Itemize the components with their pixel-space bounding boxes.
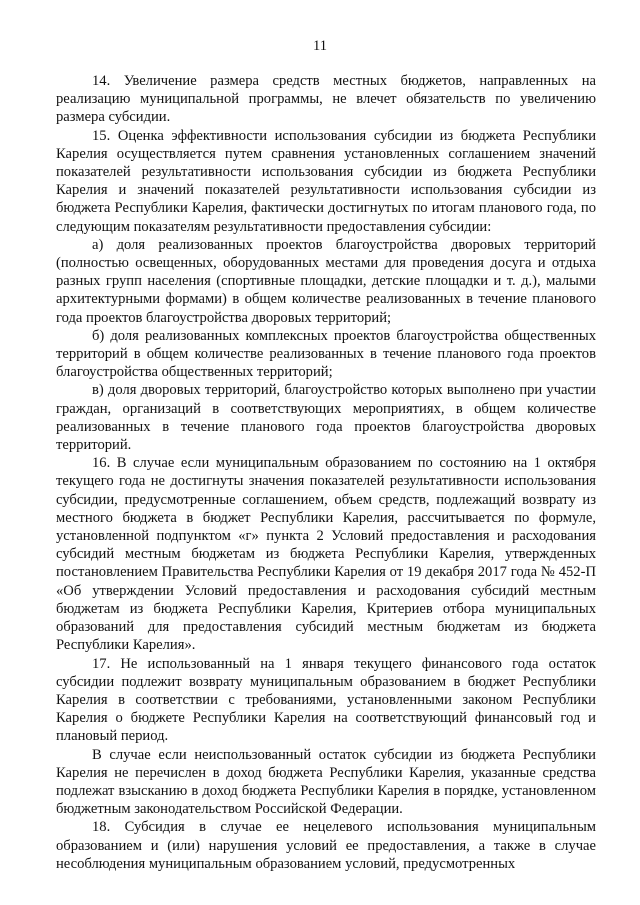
paragraph-14: 14. Увеличение размера средств местных бюджетов, направленных на реализацию муниципальной программы, не влечет обязательств по увеличению размера субсидии.	[56, 73, 596, 126]
paragraph-17: 17. Не использованный на 1 января текущего финансового года остаток субсидии подлежит возврату муниципальным образованием в бюджет Республики Карелия в соответствии с требованиями, установленными законом Республики Карелия о бюджете Республики Карелия на соответствующий финансовый год и плановый период.	[56, 655, 596, 745]
paragraph-16: 16. В случае если муниципальным образованием по состоянию на 1 октября текущего года не достигнуты значения показателей результативности использования субсидии, предусмотренные соглашением, объем средств, подлежащий возврату из местного бюджета в бюджет Республики Карелия, рассчитывается по формуле, установленной подпунктом «г» пункта 2 Условий предоставления и расходования субсидий местным бюджетам из бюджета Республики Карелия, утвержденных постановлением Правительства Республики Карелия от 19 декабря 2017 года № 452-П «Об утверждении Условий предоставления и расходования субсидий местным бюджетам из бюджета Республики Карелия, Критериев отбора муниципальных образований для предоставления субсидий местным бюджетам из бюджета Республики Карелия».	[56, 455, 596, 654]
paragraph-17-continuation: В случае если неиспользованный остаток субсидии из бюджета Республики Карелия не перечислен в доход бюджета Республики Карелия, указанные средства подлежат взысканию в доход бюджета Республики Карелия в порядке, установленном бюджетным законодательством Российской Федерации.	[56, 746, 596, 818]
paragraph-15-item-b: б) доля реализованных комплексных проектов благоустройства общественных территорий в общем количестве реализованных в течение планового года проектов благоустройства общественных территорий;	[56, 327, 596, 381]
paragraph-15: 15. Оценка эффективности использования субсидии из бюджета Республики Карелия осуществляется путем сравнения установленных соглашением значений показателей результативности использования субсидии из бюджета Республики Карелия и значений показателей результативности использования субсидии из бюджета Республики Карелия, фактически достигнутых по итогам планового года, по следующим показателям результативности предоставления субсидии:	[56, 127, 596, 235]
paragraph-15-item-a: а) доля реализованных проектов благоустройства дворовых территорий (полностью освещенных, оборудованных местами для проведения досуга и отдыха разных групп населения (спортивные площадки, детские площадки и т. д.), малыми архитектурными формами) в общем количестве реализованных в течение планового года проектов благоустройства дворовых территорий;	[56, 236, 596, 326]
paragraph-15-item-v: в) доля дворовых территорий, благоустройство которых выполнено при участии граждан, организаций в соответствующих мероприятиях, в общем количестве реализованных в течение планового года проектов благоустройства дворовых территорий.	[56, 382, 596, 454]
paragraph-18: 18. Субсидия в случае ее нецелевого использования муниципальным образованием и (или) нарушения условий ее предоставления, а также в случае несоблюдения муниципальным образованием условий, предусмотренных	[56, 819, 596, 872]
page-number: 11	[313, 38, 327, 54]
document-body	[56, 72, 596, 873]
